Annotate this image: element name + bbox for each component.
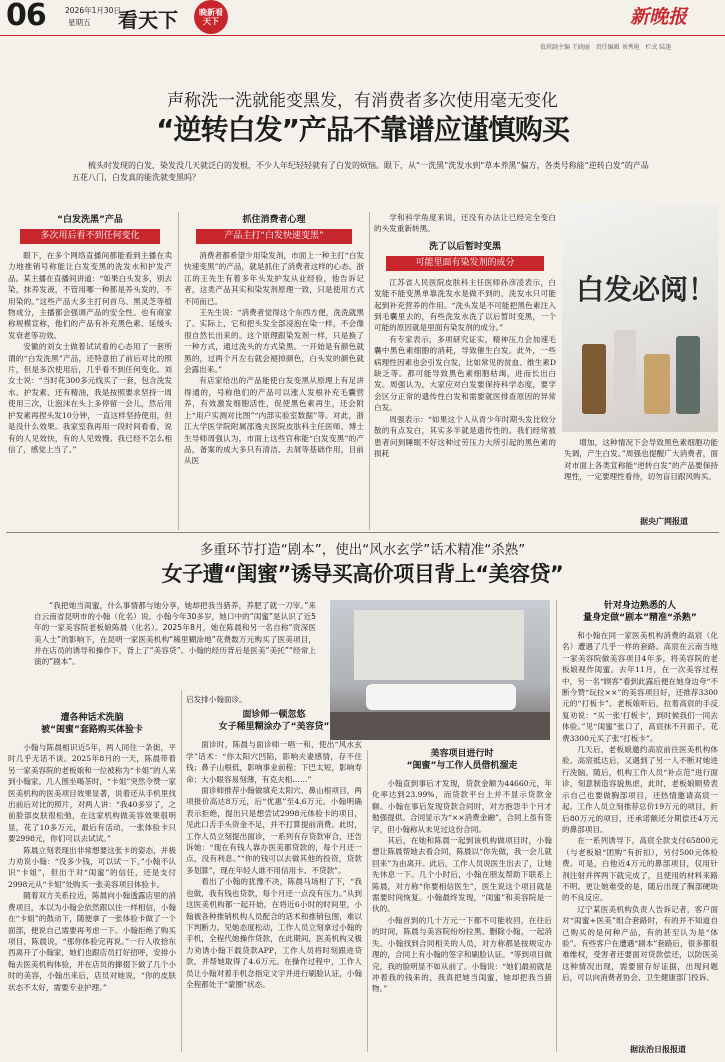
paragraph: 小翰直到事后才发现，贷款金额为44660元，年化率达到23.99%，而贷款平台上并不显示贷款金额。小翰在事后发现贷款合同时，对方抱怨半个月才勉强提供。合同显示为“××消费金融”，合同上虽有签字，但小翰称从未见过这份合同。 bbox=[372, 779, 552, 834]
paragraph: 面诊师推荐小翰做填充太阳穴、鼻山根项目，两项报价高达8万元，后“优惠”至4.6万元。小翰明确表示拒绝，提出只是想尝试2998元体验卡的项目，见此口舌手头资金不足，并不打算提前消费。此时，工作人员立刻提出面诊，一系列有存贷款审合，还告诉她：“现在有钱人靠办医美都贷款的，每个月还一点，没有利息。”“你的钱可以去做其他的投资，贷款多划算”，现在年轻人谁不用信用卡、不贷款”。 bbox=[186, 786, 362, 875]
product-bottle bbox=[676, 336, 700, 414]
staff-credits bbox=[540, 42, 671, 51]
article2-column-1 bbox=[8, 702, 176, 1058]
paragraph: 王先生说：“消费者觉得这个东西方便，洗洗就黑了。实际上，它和把头发全部浸泡在染一样，不会像很自然长出来的。这个原理跟染发剂一样，只是换了一种方式，通过洗头的方式染黑。一开始是有颜色就黑的，过两个月左右就会褪掉颜色，白头发的颜色就会露出来。” bbox=[184, 308, 364, 375]
article1-lead: 梳头时发现的白发，染发没几天就泛白的发根，不少人年纪轻轻就有了白发的烦恼。眼下，从“一洗黑”洗发水到“草本养黑”偏方，各类号称能“逆转白发”的产品五花八门，白发真的能洗就变黑吗？ bbox=[72, 161, 649, 182]
article1-column-4 bbox=[564, 437, 718, 513]
photo-caption-overlay bbox=[576, 268, 716, 308]
paragraph: 眼下，在多个网络直播间都能看到主播在卖力地推销号称能让白发变黑的洗发水和护发产品。某主播在直播间讲道：“如果白头发多，别去染，抹养发液，不管用哪一种都是养头发的，不用染的。”这些产品大多主打何首乌、黑灵芝等植物成分，主播都会强调产品的安全性。也有商家称规模宣称，他们的产品有补充黑色素、延缓头发衰老等功效。 bbox=[8, 251, 172, 340]
masthead-divider bbox=[0, 35, 725, 36]
issue-date: 2026年1月30日 bbox=[65, 6, 121, 15]
paragraph: 学和科学角度来说，还没有办法让已经完全变白的头发重新转黑。 bbox=[374, 213, 556, 234]
article2-kicker: 多重环节打造“剧本”，使出“风水玄学”话术精准“杀熟” bbox=[199, 542, 526, 558]
paragraph: 江苏省人民医院皮肤科主任医师孙彦凌表示，白发能不能变黑单靠洗发水是做不到的，洗发水只可能起到补充营养的作用。“洗头发是不可能把黑色素注入到毛囊里去的，有些洗发水洗了以后暂时变黑，一个可能的原因就是里面有染发剂的成分。” bbox=[374, 277, 556, 333]
page-number: 06 bbox=[6, 0, 46, 33]
paragraph: 消费者都希望少用染发剂，市面上一种主打“白发快速变黑”的产品，就是抓住了消费者这样的心态。浙江的王先生有着多年头发护发从业经验，他告诉记者，这类产品其实和染发剂原理一致，只是使用方式不同而已。 bbox=[184, 251, 364, 306]
paragraph: 在一系列诱导下，高宸全款支付65800元（与老板娘“团购”有折扣），另付500元体检费。可是，白他近4万元的鼻部项目，仅用针剂注射并挥两下就完成了，且使用的材料来路不明。更让她难受的是，随后出现了胸部硬块的不良反应。 bbox=[562, 836, 718, 903]
paragraph: 小翰首到的几十万元一下都不可能收回，在往后的时间，陈晨与美容院纷纷拉黑、删除小翰，一起消失。小翰找到合同相关的人员，对方称都是按规定办理的，合同上有小翰的签字和刷脸认证。“等到项目做完，我的脸明显不如从前了。小翰说：“她们最初就是冲着我的钱来的，我真把她当闺蜜，她却把我当猎物。” bbox=[372, 915, 552, 994]
article2-column-3 bbox=[372, 748, 552, 1058]
product-bottle bbox=[644, 354, 670, 414]
credit-layout: 栏式 陆逢 bbox=[645, 44, 672, 51]
paper-name: 新晚报 bbox=[630, 6, 688, 28]
paragraph: 看出了小翰的犹豫不决，陈晨马场相了下，“我也做，我有钱也贷款，每个月还一点没有压力。”从到这医美机构都一起开始，在将近6小时的时间里，小翰被各种推销机构人员配合的话术和推销包围，难以下判断力。见她态度松动，工作人员立刻拿过小翰的手机，全程代她操作贷款，在此期间，医美机构又极力劝诱小翰下载贷款APP，工作人员将时刻跟进贷款，并帮她取得了4.6万元。在操作过程中，工作人员让小翰对着手机念指定文字并进行刷脸认证，小翰全程都处于“蒙圈”状态。 bbox=[186, 877, 362, 989]
paragraph: 增加，这种情况下会导致黑色素细胞功能失调，产生白发。”周强也提醒广大消费者，面对市面上各类宣称能“逆转白发”的产品要保持理性，一定要理性看待，切勿盲目跟风购买。 bbox=[564, 438, 718, 482]
divider bbox=[367, 750, 368, 1052]
article1-col2-subbar: 产品主打“白发快速变黑” bbox=[196, 229, 352, 244]
article2-lead bbox=[34, 600, 316, 682]
article1-source: 据央广网报道 bbox=[640, 517, 688, 526]
section-divider bbox=[6, 532, 719, 533]
paragraph: 启发排小翰面诊。 bbox=[186, 695, 247, 704]
paragraph: 有专家表示，多项研究证实，精神压力会加速毛囊中黑色素细胞的消耗，导致催生白发。此外，一些病理性因素也会引发白发，比如常见的贫血、维生素D缺乏等。都可能导致黑色素细胞枯竭，进而长出白发。周强认为，大家应对白发要保持科学态度，要学会区分正常的遗传性白发和需要就医排查原因的异常白发。 bbox=[374, 334, 556, 413]
section-logo-text: 晚新看天下 bbox=[199, 8, 223, 26]
article2-source: 据法治日报报道 bbox=[630, 1045, 686, 1054]
photo-wall-panel bbox=[354, 610, 524, 680]
article2-col3-heading: 美容项目进行时 “闺蜜”与工作人员借机溜走 bbox=[406, 749, 518, 771]
credit-editor-on-duty: 值班副主编 王晓丽 bbox=[540, 44, 590, 51]
article1-column-3 bbox=[374, 212, 556, 530]
photo-bed bbox=[366, 684, 516, 710]
photo-text: 白发必阅！ bbox=[576, 273, 717, 306]
article1-col1-subbar: 多次用后看不到任何变化 bbox=[20, 229, 160, 244]
paragraph: 几天后，老板娘邀约高宸前往医美机构体验。高宸抵达后，又遇到了另一人不断对她进行洗脑。随后，机构工作人员“补点范”进行面诊，刻意制造容貌焦虑，此时，老板娘顺势表示自己也要做胸部项目，还热情邀请高宸一起。工作人员立刻推荐总价19万元的项目，折后80万元的项目，还承诺额还分期偿还4万元的鼻部项目。 bbox=[562, 745, 718, 834]
article2-col2-heading: 面诊师一顿忽悠 女子稀里糊涂办了“美容贷” bbox=[218, 710, 330, 733]
credit-responsible-editor: 责任编辑 刘秀艳 bbox=[595, 44, 640, 51]
photo-floor bbox=[330, 712, 550, 740]
article1-column-2 bbox=[184, 200, 364, 530]
masthead bbox=[0, 0, 725, 51]
article2-headline: 女子遭“闺蜜”诱导买高价项目背上“美容贷” bbox=[161, 562, 564, 586]
article2-column-4 bbox=[562, 600, 718, 1036]
paragraph: “我把她当闺蜜，什么事情都与她分享，她却把我当猎养，养肥了就一刀宰。”来自云南省昆明市的小翰（化名）说。小翰今年30多岁，她口中的“闺蜜”是认识了近5年的一家美容院老板娘陈晨（化名）。2025年8月，她在陈晨和另一名自称“资深医美人士”的影响下，在昆明一家医美机构“稀里糊涂地”花费数万元购买了医美项目，并在店员的诱导和操作下，背上了“美容贷”。小翰的经历背后是医美“美托”“经常上演的”剧本”。 bbox=[34, 601, 316, 667]
paragraph: 有店家给出的产品能使白发变黑从原理上有足讲得通的，号称他们的产品可以涨人发根补充毛囊营养，有效激发细胞活性，促使黑色素再生，还会附上“用户实测对比图”“内部实验室数据”等。对此，浙江大学医学院附属邵逸夫医院皮肤科主任医师、博士生导师周强认为，市面上这些官称能“白发变黑”的产品，备案的成大多只有清洁、去屑等基础作用，目前从医 bbox=[184, 376, 364, 466]
paragraph: 安徽的刘女士做着试试看的心态用了一套所谓的“白发洗黑”产品，还特意拍了前后对比的照片，但是多次使用后，几乎看不到任何变化。刘女士说：“当时花300多元线买了一套，包含洗发水、护发素、还有精油，我是按照要求坚持一周使用三次，让泡沫在头上多停留一会儿，然后用护发素再捏头发10分钟，一直这样坚持使用，但是没什么效果。我家室我再用一段时间看看，说有的人见效快，有的人见效慢。我已经不怎么相信了，感觉上当了。” bbox=[8, 342, 172, 454]
paragraph: 随着双方关系拉近，陈晨向小翰透露店里的消费项目，本以为小翰会依然跟以往一样相信，小翰在“卡姐”的鼓动下，随便拿了一张体验卡做了一个面部，便说自己需要再考虑一下。小翰拒绝了购买项目，陈晨说，“那你体验完再说。”一行人收拾东西离开了小翰家，她们也跟店员打好招呼，安排小翰去医美机构体验，并在店员的撺掇下做了几个小时的美容，小翰出来后，店员对她说，“你的皮肤状态不太好，需要专业护理。” bbox=[8, 891, 176, 992]
article1-col3-subbar: 可能里面有染发剂的成分 bbox=[386, 256, 544, 271]
article1-col1-heading: “白发洗黑”产品 bbox=[57, 215, 123, 225]
article1-photo bbox=[562, 204, 718, 432]
paragraph: 辽宁某医美机构负责人告诉记者，客户面对“闺蜜+医美”组合套路时，有的并不知道自己购买的是何种产品，有的甚至认为是“体验”。有些客户在遭遇“剧本”套路后，很多都很难维权，受害者还要面对贷款偿还，以防医美这种情况出现，需要留存好证据，出现问题后，可以向消费者协会、卫生健康部门投诉。 bbox=[562, 904, 718, 983]
paragraph: 其后，在她和陈晨一起到该机构做项目时，小翰想让陈晨帮她去看合同，陈晨以“你先做，我一会儿就回来”为由离开。此后，工作人员说医生出去了，让她先休息一下。几个小时后，小翰在朋友帮助下联系上陈晨，对方称“你要相信医生”，医生说这个项目就是需要时间恢复。小翰最终发现，“闺蜜”和美容院是一伙的。 bbox=[372, 836, 552, 914]
article1-col3-heading: 洗了以后暂时变黑 bbox=[428, 241, 501, 252]
divider bbox=[369, 212, 370, 530]
article1-headline: “逆转白发”产品不靠谱应谨慎购买 bbox=[156, 113, 569, 146]
paragraph: 面诊时，陈晨与面诊师一唱一和，使出“风水玄学”话术：“你太阳穴凹陷，影响夫妻感情，存不住钱；鼻子山根低，影响事业前程；下巴太短，影响寿命；大小眼容易刻薄，有克夫相……” bbox=[186, 740, 362, 784]
section-logo bbox=[194, 0, 228, 34]
paragraph: 小翰与陈晨相识近5年，两人同住一条街，平时几乎无话不谈。2025年8月的一天，陈晨带着另一家美容院的老板娘和一位被称为“卡姐”的人来到小翰家。几人围坐喝茶时，“卡姐”突然令赞一家医美机构的医美项目效果显著，说着还从手机里找出前后对比的照片，对两人讲：“我40多岁了，之前脸部皮肤很松弛，在这家机构做美容效果很明显，花了10多万元，最后有活动，一张体验卡只要2998元，你们可以去试试。” bbox=[8, 743, 176, 844]
article1-kicker: 声称洗一洗就能变黑发，有消费者多次使用毫无变化 bbox=[167, 91, 558, 111]
paragraph: 陈晨立刻表现出非常想要这张卡的姿态，并极力劝说小翰：“没多少钱，可以试一下。”小翰不认识“卡姐”，但出于对“闺蜜”的信任，还是支付2998元从“卡姐”处购买一张美容项目体验卡。 bbox=[8, 845, 176, 889]
product-bottle bbox=[582, 344, 606, 414]
article1-col2-heading: 抓住消费者心理 bbox=[242, 215, 306, 225]
product-bottle bbox=[614, 330, 636, 414]
article1-column-1 bbox=[8, 200, 172, 530]
article2-col1-heading: 遭各种话术洗脑 被“闺蜜”套路购买体验卡 bbox=[41, 713, 143, 735]
issue-weekday: 星期五 bbox=[68, 18, 91, 27]
paragraph: 周强表示：“如果这个人从青少年时期头发比较分散的有点发白，其实多半就是遗传性的。我们经常被患者问到睡眠不好这种过劳压力大所引起的黑色素的损耗 bbox=[374, 414, 556, 458]
paragraph: 和小翰在同一家医美机构消费的高宸（化名）遭遇了几乎一样的套路。高宸在云南当地一家美容院做美容项目4年多，将美容院的老板娘视作闺蜜。去年11月，在一次美容过程中，另一名“顾客”看到此露后便在她身边夸“不断今赞“玩拉××”的美容项目好，还推荐3300元的“打板卡”。老板娘听后，拉着高宸的手反复劝说：“买一张‘打板卡’，到时候我们一同去体验。”见“闺蜜”张口了，高宸抹不开面子，花费3300元买了张“打板卡”。 bbox=[562, 631, 718, 743]
divider bbox=[556, 600, 557, 1052]
article2-col4-heading: 针对身边熟悉的人 量身定做“剧本”精准“杀熟” bbox=[583, 601, 697, 623]
section-title: 看天下 bbox=[118, 8, 178, 32]
article2-photo bbox=[330, 600, 550, 740]
article2-column-2 bbox=[186, 694, 362, 1058]
divider bbox=[181, 690, 182, 1052]
divider bbox=[178, 212, 179, 530]
